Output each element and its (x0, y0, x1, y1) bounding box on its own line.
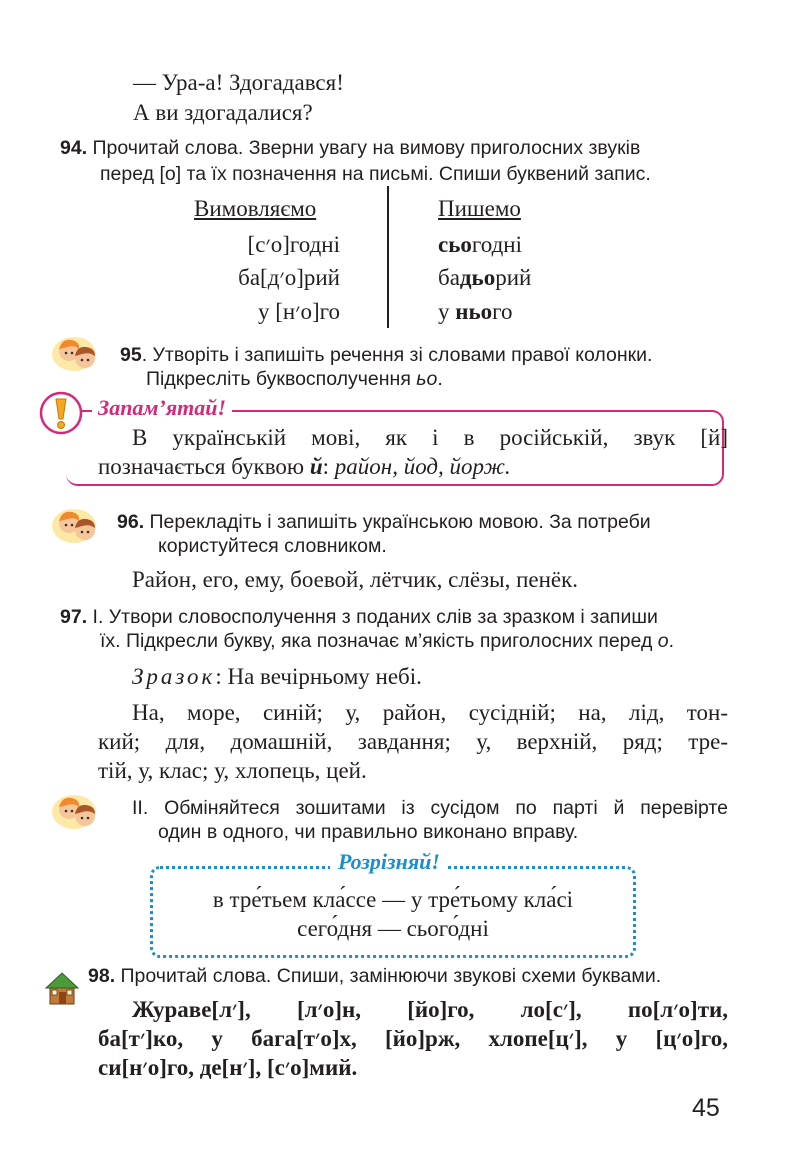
exercise-97-end: . (668, 630, 675, 652)
write-row-3 (438, 297, 513, 327)
exercise-96-words: Район, его, ему, боевой, лётчик, слёзы, пенёк. (132, 567, 579, 592)
column-divider (387, 186, 389, 328)
exercise-97-text-line-2: їх. Підкресли букву, яка позначає м’якість приголосних перед (100, 630, 658, 652)
exercise-96-text-1 (117, 509, 651, 535)
exercise-98-line-3: си[н׳о]го, де[н׳], [с׳о]мий. (98, 1055, 358, 1080)
exercise-95-italic: ьо (416, 368, 438, 390)
write-row-3-start: у (438, 299, 456, 324)
exercise-97-text-line-1: І. Утвори словосполучення з поданих слів за зразком і запиши (92, 606, 658, 628)
sample-text: : На вечірньому небі. (215, 664, 422, 689)
pair-work-icon (52, 332, 102, 372)
distinguish-line-2: сего́дня — сього́дні (297, 916, 489, 941)
write-row-1-bold: сьо (438, 232, 472, 257)
exercise-97-part2-line-2: один в одного, чи правильно виконано вправу. (158, 821, 579, 843)
exercise-95-end: . (437, 368, 443, 390)
column-header-write: Пишемо (438, 196, 521, 221)
exercise-96-text-2: користуйтеся словником. (158, 535, 387, 557)
remember-colon: : (322, 454, 335, 479)
exercise-95-text-line-1: . Утворіть і запишіть речення зі словами правої колонки. (141, 344, 653, 366)
pron-row-1: [с׳о]годні (247, 232, 340, 257)
exercise-97-line-2: кий; для, домашній, завдання; у, верхній, ряд; тре- (98, 729, 728, 754)
exercise-96-number: 96. (117, 511, 145, 533)
distinguish-line-1: в тре́тьем кла́ссе — у тре́тьому кла́сі (212, 887, 574, 912)
exercise-97-number: 97. (60, 606, 88, 628)
remember-examples: район, йод, йорж. (334, 454, 511, 479)
exercise-97-italic: о (657, 630, 669, 652)
exercise-97-line-1: На, море, синій; у, район, сусідній; на, лід, тон- (132, 700, 728, 725)
exclamation-icon (38, 390, 84, 436)
exercise-94-instruction (60, 135, 730, 161)
exercise-98-line-2: ба[т׳]ко, у бага[т׳о]х, [йо]рж, хлопе[ц׳], у [ц׳о]го, (98, 1026, 728, 1051)
exercise-98-number: 98. (88, 965, 116, 987)
exercise-98-text: Прочитай слова. Спиши, замінюючи звукові схеми буквами. (120, 965, 662, 987)
write-row-2-start: ба (438, 265, 460, 290)
write-row-2 (438, 263, 531, 293)
exercise-96-text-line-1: Перекладіть і запишіть українською мовою. За потреби (149, 511, 651, 533)
exercise-97-text-1 (60, 604, 658, 630)
exercise-95-number: 95 (120, 344, 142, 366)
write-row-2-bold: дьо (459, 265, 496, 290)
sample-label: Зразок (132, 664, 216, 689)
intro-line-2: А ви здогадалися? (133, 100, 313, 125)
column-header-pronounce: Вимовляємо (194, 196, 317, 221)
write-row-1 (438, 230, 522, 260)
exercise-95-text-2 (146, 366, 443, 392)
pron-row-2: ба[д׳о]рий (238, 265, 340, 290)
exercise-94-text-2: перед [о] та їх позначення на письмі. Спиши буквений запис. (100, 163, 651, 185)
exercise-95-text-1 (120, 342, 652, 368)
write-row-2-end: рий (495, 265, 532, 290)
pron-row-3: у [н׳о]го (257, 299, 340, 324)
pair-work-icon (52, 790, 102, 830)
exercise-97-line-3: тій, у, клас; у, хлопець, цей. (98, 758, 367, 783)
remember-letter: й (309, 454, 323, 479)
remember-line-2-text: позначається буквою (98, 454, 310, 479)
exercise-95-text-line-2: Підкресліть буквосполучення (146, 368, 417, 390)
exercise-94-number: 94. (60, 137, 88, 159)
remember-line-1: В українській мові, як і в російській, звук [й] (132, 425, 728, 450)
exercise-94-text-1: Прочитай слова. Зверни увагу на вимову приголосних звуків (92, 137, 641, 159)
write-row-3-end: го (492, 299, 513, 324)
write-row-3-bold: ньо (455, 299, 493, 324)
pair-work-icon (52, 504, 102, 544)
write-row-1-end: годні (471, 232, 522, 257)
homework-house-icon (44, 970, 80, 1006)
exercise-98-instruction (88, 963, 661, 989)
exercise-97-part2-line-1: ІІ. Обміняйтеся зошитами із сусідом по парті й перевірте (132, 797, 728, 819)
intro-line-1: — Ура-а! Здогадався! (133, 70, 344, 95)
exercise-97-sample (132, 662, 422, 692)
page-number: 45 (692, 1094, 720, 1122)
remember-line-2 (98, 452, 511, 482)
exercise-98-line-1: Жураве[л׳], [л׳о]н, [йо]го, ло[с׳], по[л׳о]ти, (132, 997, 728, 1022)
exercise-97-text-2 (100, 628, 674, 654)
remember-title: Запам’ятай! (92, 395, 232, 421)
distinguish-title: Розрізняй! (330, 849, 448, 875)
